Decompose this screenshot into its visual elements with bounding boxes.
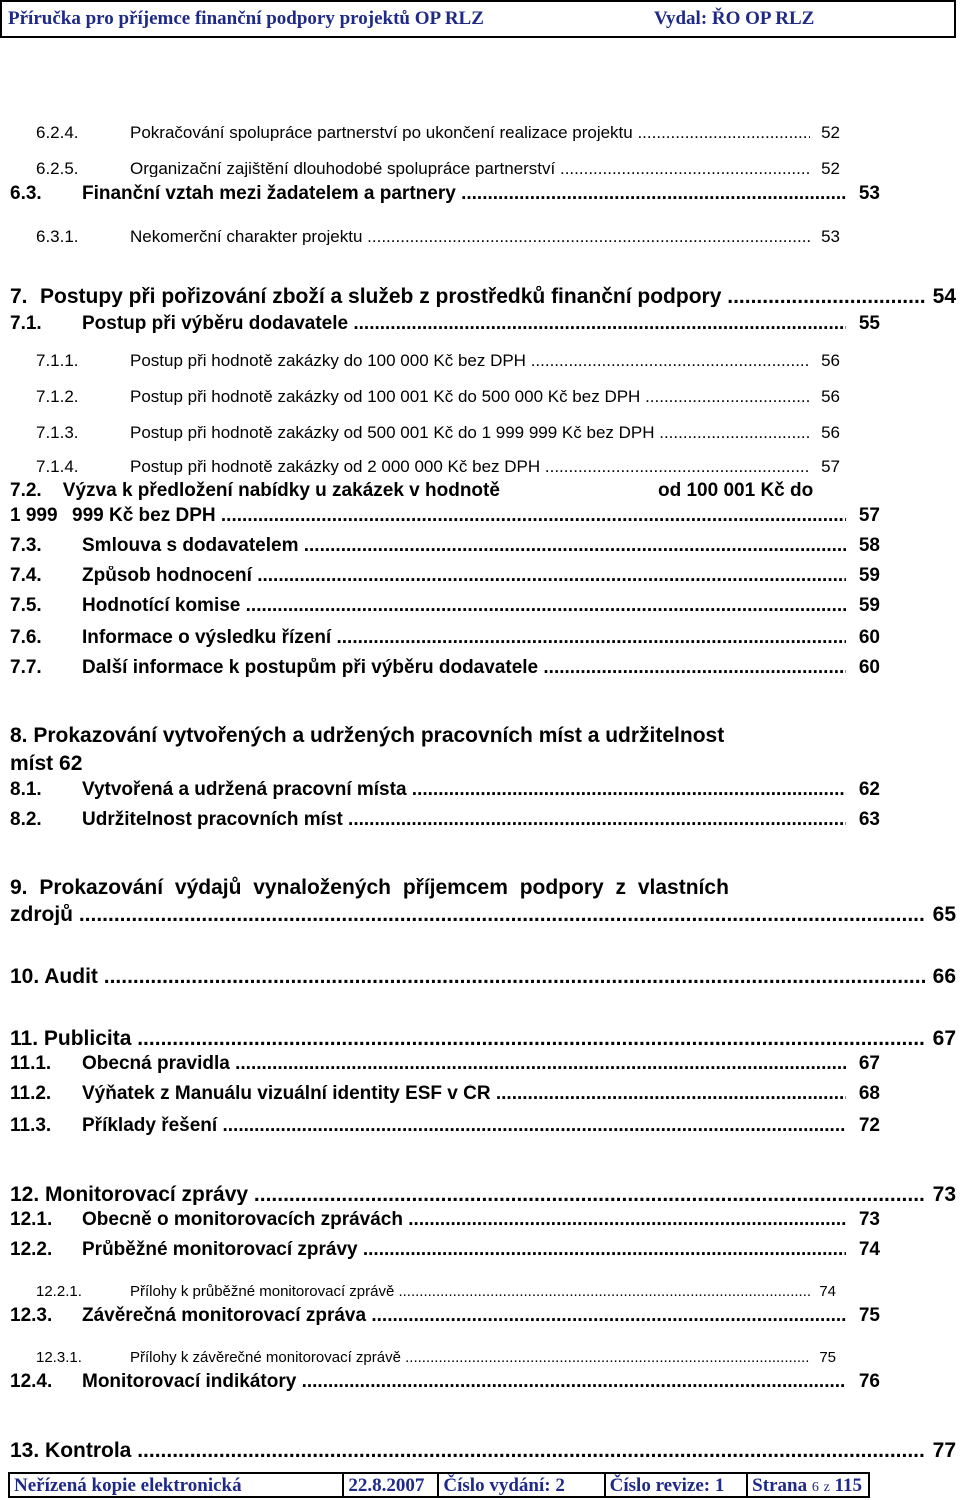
toc-page: 74	[819, 1283, 836, 1300]
toc-entry-7[interactable]	[10, 286, 956, 312]
toc-title: Výňatek z Manuálu vizuální identity ESF v ČR .....	[82, 1084, 846, 1103]
toc-page: 57	[821, 457, 840, 476]
toc-page: 52	[821, 123, 840, 142]
toc-number: 12.4.	[10, 1371, 53, 1392]
toc-page: 65	[932, 903, 956, 926]
toc-entry-6-3[interactable]	[10, 184, 880, 208]
toc-title: Pokračování spolupráce partnerství po ukončení realizace projektu .....	[130, 124, 810, 141]
toc-page: 56	[821, 387, 840, 406]
toc-entry-11-1[interactable]	[10, 1054, 880, 1078]
toc-entry-12-2-1[interactable]	[10, 1284, 836, 1304]
document-footer	[8, 1472, 870, 1498]
toc-title: Přílohy k průběžné monitorovací zprávě .....	[130, 1284, 810, 1299]
toc-title: 10. Audit .....	[10, 966, 926, 987]
toc-title: Přílohy k závěrečné monitorovací zprávě .....	[130, 1350, 810, 1365]
toc-entry-13[interactable]	[10, 1440, 956, 1466]
toc-title: Informace o výsledku řízení .....	[82, 628, 846, 647]
toc-number: 7.1.3.	[36, 423, 79, 442]
toc-entry-12-3[interactable]	[10, 1306, 880, 1330]
toc-title: 999 Kč bez DPH .....	[72, 506, 846, 525]
toc-title: Udržitelnost pracovních míst .....	[82, 810, 846, 829]
toc-page: 53	[821, 227, 840, 246]
toc-page: 60	[858, 657, 880, 678]
toc-title: Obecně o monitorovacích zprávách .....	[82, 1210, 846, 1229]
toc-page: 56	[821, 351, 840, 370]
toc-entry-7-1-1[interactable]	[10, 352, 840, 374]
toc-number: 8.2.	[10, 809, 42, 830]
toc-entry-7-5[interactable]	[10, 596, 880, 620]
toc-entry-7-2-line1-tail: od 100 001 Kč do	[658, 480, 814, 501]
toc-entry-10[interactable]	[10, 966, 956, 992]
toc-entry-12[interactable]	[10, 1184, 956, 1210]
footer-date: 22.8.2007	[344, 1474, 439, 1496]
toc-entry-12-2[interactable]	[10, 1240, 880, 1264]
toc-entry-8-2[interactable]	[10, 810, 880, 834]
toc-page: 52	[821, 159, 840, 178]
toc-entry-7-6[interactable]	[10, 628, 880, 652]
toc-title: Způsob hodnocení .....	[82, 566, 846, 585]
toc-entry-12-4[interactable]	[10, 1372, 880, 1396]
toc-page: 53	[858, 183, 880, 204]
toc-number: 12.3.	[10, 1305, 53, 1326]
toc-number: 7.1.2.	[36, 387, 79, 406]
toc-number: 7.7.	[10, 657, 42, 678]
toc-entry-7-2-line1[interactable]: 7.2. Výzva k předložení nabídky u zakázek v hodnotě	[10, 480, 500, 501]
toc-page: 59	[858, 565, 880, 586]
toc-number: 6.3.	[10, 183, 42, 204]
toc-title: Vytvořená a udržená pracovní místa .....	[82, 780, 846, 799]
footer-copy-type: Neřízená kopie elektronická	[10, 1474, 344, 1496]
toc-title: Organizační zajištění dlouhodobé spolupráce partnerství .....	[130, 160, 810, 177]
toc-number: 7.1.1.	[36, 351, 79, 370]
toc-entry-7-7[interactable]	[10, 658, 880, 682]
toc-title: zdrojů .....	[10, 904, 926, 925]
toc-entry-7-3[interactable]	[10, 536, 880, 560]
toc-entry-11-3[interactable]	[10, 1116, 880, 1140]
toc-title: Smlouva s dodavatelem .....	[82, 536, 846, 555]
toc-entry-6-2-4[interactable]	[10, 124, 840, 146]
toc-entry-9-line1[interactable]: 9. Prokazování výdajů vynaložených příjemcem podpory z vlastních	[10, 876, 729, 899]
toc-number: 6.2.5.	[36, 159, 79, 178]
toc-title: Postup při hodnotě zakázky do 100 000 Kč bez DPH .....	[130, 352, 810, 369]
toc-page: 73	[858, 1209, 880, 1230]
toc-number: 8.1.	[10, 779, 42, 800]
toc-number: 6.3.1.	[36, 227, 79, 246]
toc-entry-7-1-2[interactable]	[10, 388, 840, 410]
footer-revision: Číslo revize: 1	[606, 1474, 749, 1496]
toc-entry-12-3-1[interactable]	[10, 1350, 836, 1370]
toc-page: 54	[932, 285, 956, 308]
footer-page-total: 115	[834, 1475, 862, 1496]
toc-page: 59	[858, 595, 880, 616]
toc-page: 57	[858, 505, 880, 526]
toc-title: Závěrečná monitorovací zpráva .....	[82, 1306, 846, 1325]
footer-page-sep: z	[823, 1480, 830, 1495]
toc-entry-7-1-4[interactable]	[10, 458, 840, 480]
toc-entry-6-2-5[interactable]	[10, 160, 840, 182]
toc-entry-8-line1[interactable]: 8. Prokazování vytvořených a udržených pracovních míst a udržitelnost	[10, 724, 725, 747]
toc-page: 55	[858, 313, 880, 334]
toc-page: 72	[858, 1115, 880, 1136]
header-publisher: Vydal: ŘO OP RLZ	[654, 8, 815, 29]
toc-page: 74	[858, 1239, 880, 1260]
toc-number: 7.4.	[10, 565, 42, 586]
toc-page: 75	[819, 1349, 836, 1366]
toc-number: 11.2.	[10, 1083, 52, 1104]
toc-entry-12-1[interactable]	[10, 1210, 880, 1234]
toc-title: Další informace k postupům při výběru dodavatele .....	[82, 658, 846, 677]
toc-title: Postupy při pořizování zboží a služeb z prostředků finanční podpory .....	[40, 286, 926, 307]
toc-entry-11[interactable]	[10, 1028, 956, 1054]
header-title: Příručka pro příjemce finanční podpory projektů OP RLZ	[8, 8, 484, 29]
footer-issue: Číslo vydání: 2	[439, 1474, 605, 1496]
toc-title: Postup při výběru dodavatele .....	[82, 314, 846, 333]
toc-entry-7-2[interactable]	[10, 506, 880, 530]
toc-number: 7.3.	[10, 535, 42, 556]
toc-entry-6-3-1[interactable]	[10, 228, 840, 250]
toc-title: 13. Kontrola .....	[10, 1440, 926, 1461]
toc-number: 7.6.	[10, 627, 42, 648]
toc-number: 12.2.1.	[36, 1283, 82, 1300]
toc-page: 75	[858, 1305, 880, 1326]
toc-page: 63	[858, 809, 880, 830]
toc-entry-11-2[interactable]	[10, 1084, 880, 1108]
toc-number: 11.1.	[10, 1053, 52, 1074]
footer-page	[748, 1474, 868, 1496]
toc-page: 68	[858, 1083, 880, 1104]
toc-title: Postup při hodnotě zakázky od 2 000 000 Kč bez DPH .....	[130, 458, 810, 475]
toc-number: 7.5.	[10, 595, 42, 616]
toc-title: Finanční vztah mezi žadatelem a partnery .....	[82, 184, 846, 203]
toc-title: Příklady řešení .....	[82, 1116, 846, 1135]
toc-number: 12.2.	[10, 1239, 53, 1260]
toc-page: 67	[858, 1053, 880, 1074]
toc-title: Nekomerční charakter projektu .....	[130, 228, 810, 245]
toc-number: 12.1.	[10, 1209, 53, 1230]
footer-page-number: 6	[811, 1480, 819, 1495]
toc-number: 7.1.4.	[36, 457, 79, 476]
toc-number: 1 999	[10, 505, 58, 526]
toc-title: Obecná pravidla .....	[82, 1054, 846, 1073]
toc-page: 66	[932, 965, 956, 988]
toc-page: 67	[932, 1027, 956, 1050]
toc-page: 56	[821, 423, 840, 442]
toc-number: 12.3.1.	[36, 1349, 82, 1366]
toc-page: 60	[858, 627, 880, 648]
toc-title: Monitorovací indikátory .....	[82, 1372, 846, 1391]
toc-page: 76	[858, 1371, 880, 1392]
toc-entry-9[interactable]	[10, 904, 956, 930]
toc-page: 58	[858, 535, 880, 556]
toc-number: 7.1.	[10, 313, 42, 334]
toc-entry-7-4[interactable]	[10, 566, 880, 590]
toc-page: 62	[858, 779, 880, 800]
toc-number: 11.3.	[10, 1115, 52, 1136]
toc-number: 7.	[10, 285, 28, 308]
footer-page-label: Strana	[752, 1475, 808, 1496]
toc-page: 77	[932, 1439, 956, 1462]
toc-title: 11. Publicita .....	[10, 1028, 926, 1049]
toc-entry-7-1-3[interactable]	[10, 424, 840, 446]
toc-entry-8-1[interactable]	[10, 780, 880, 804]
toc-page: 73	[932, 1183, 956, 1206]
toc-title: Postup při hodnotě zakázky od 500 001 Kč do 1 999 999 Kč bez DPH .....	[130, 424, 810, 441]
toc-entry-7-1[interactable]	[10, 314, 880, 338]
toc-title: Postup při hodnotě zakázky od 100 001 Kč do 500 000 Kč bez DPH .....	[130, 388, 810, 405]
toc-entry-8-line2[interactable]: míst 62	[10, 752, 83, 775]
toc-title: 12. Monitorovací zprávy .....	[10, 1184, 926, 1205]
toc-number: 6.2.4.	[36, 123, 79, 142]
toc-title: Průběžné monitorovací zprávy .....	[82, 1240, 846, 1259]
toc-title: Hodnotící komise .....	[82, 596, 846, 615]
